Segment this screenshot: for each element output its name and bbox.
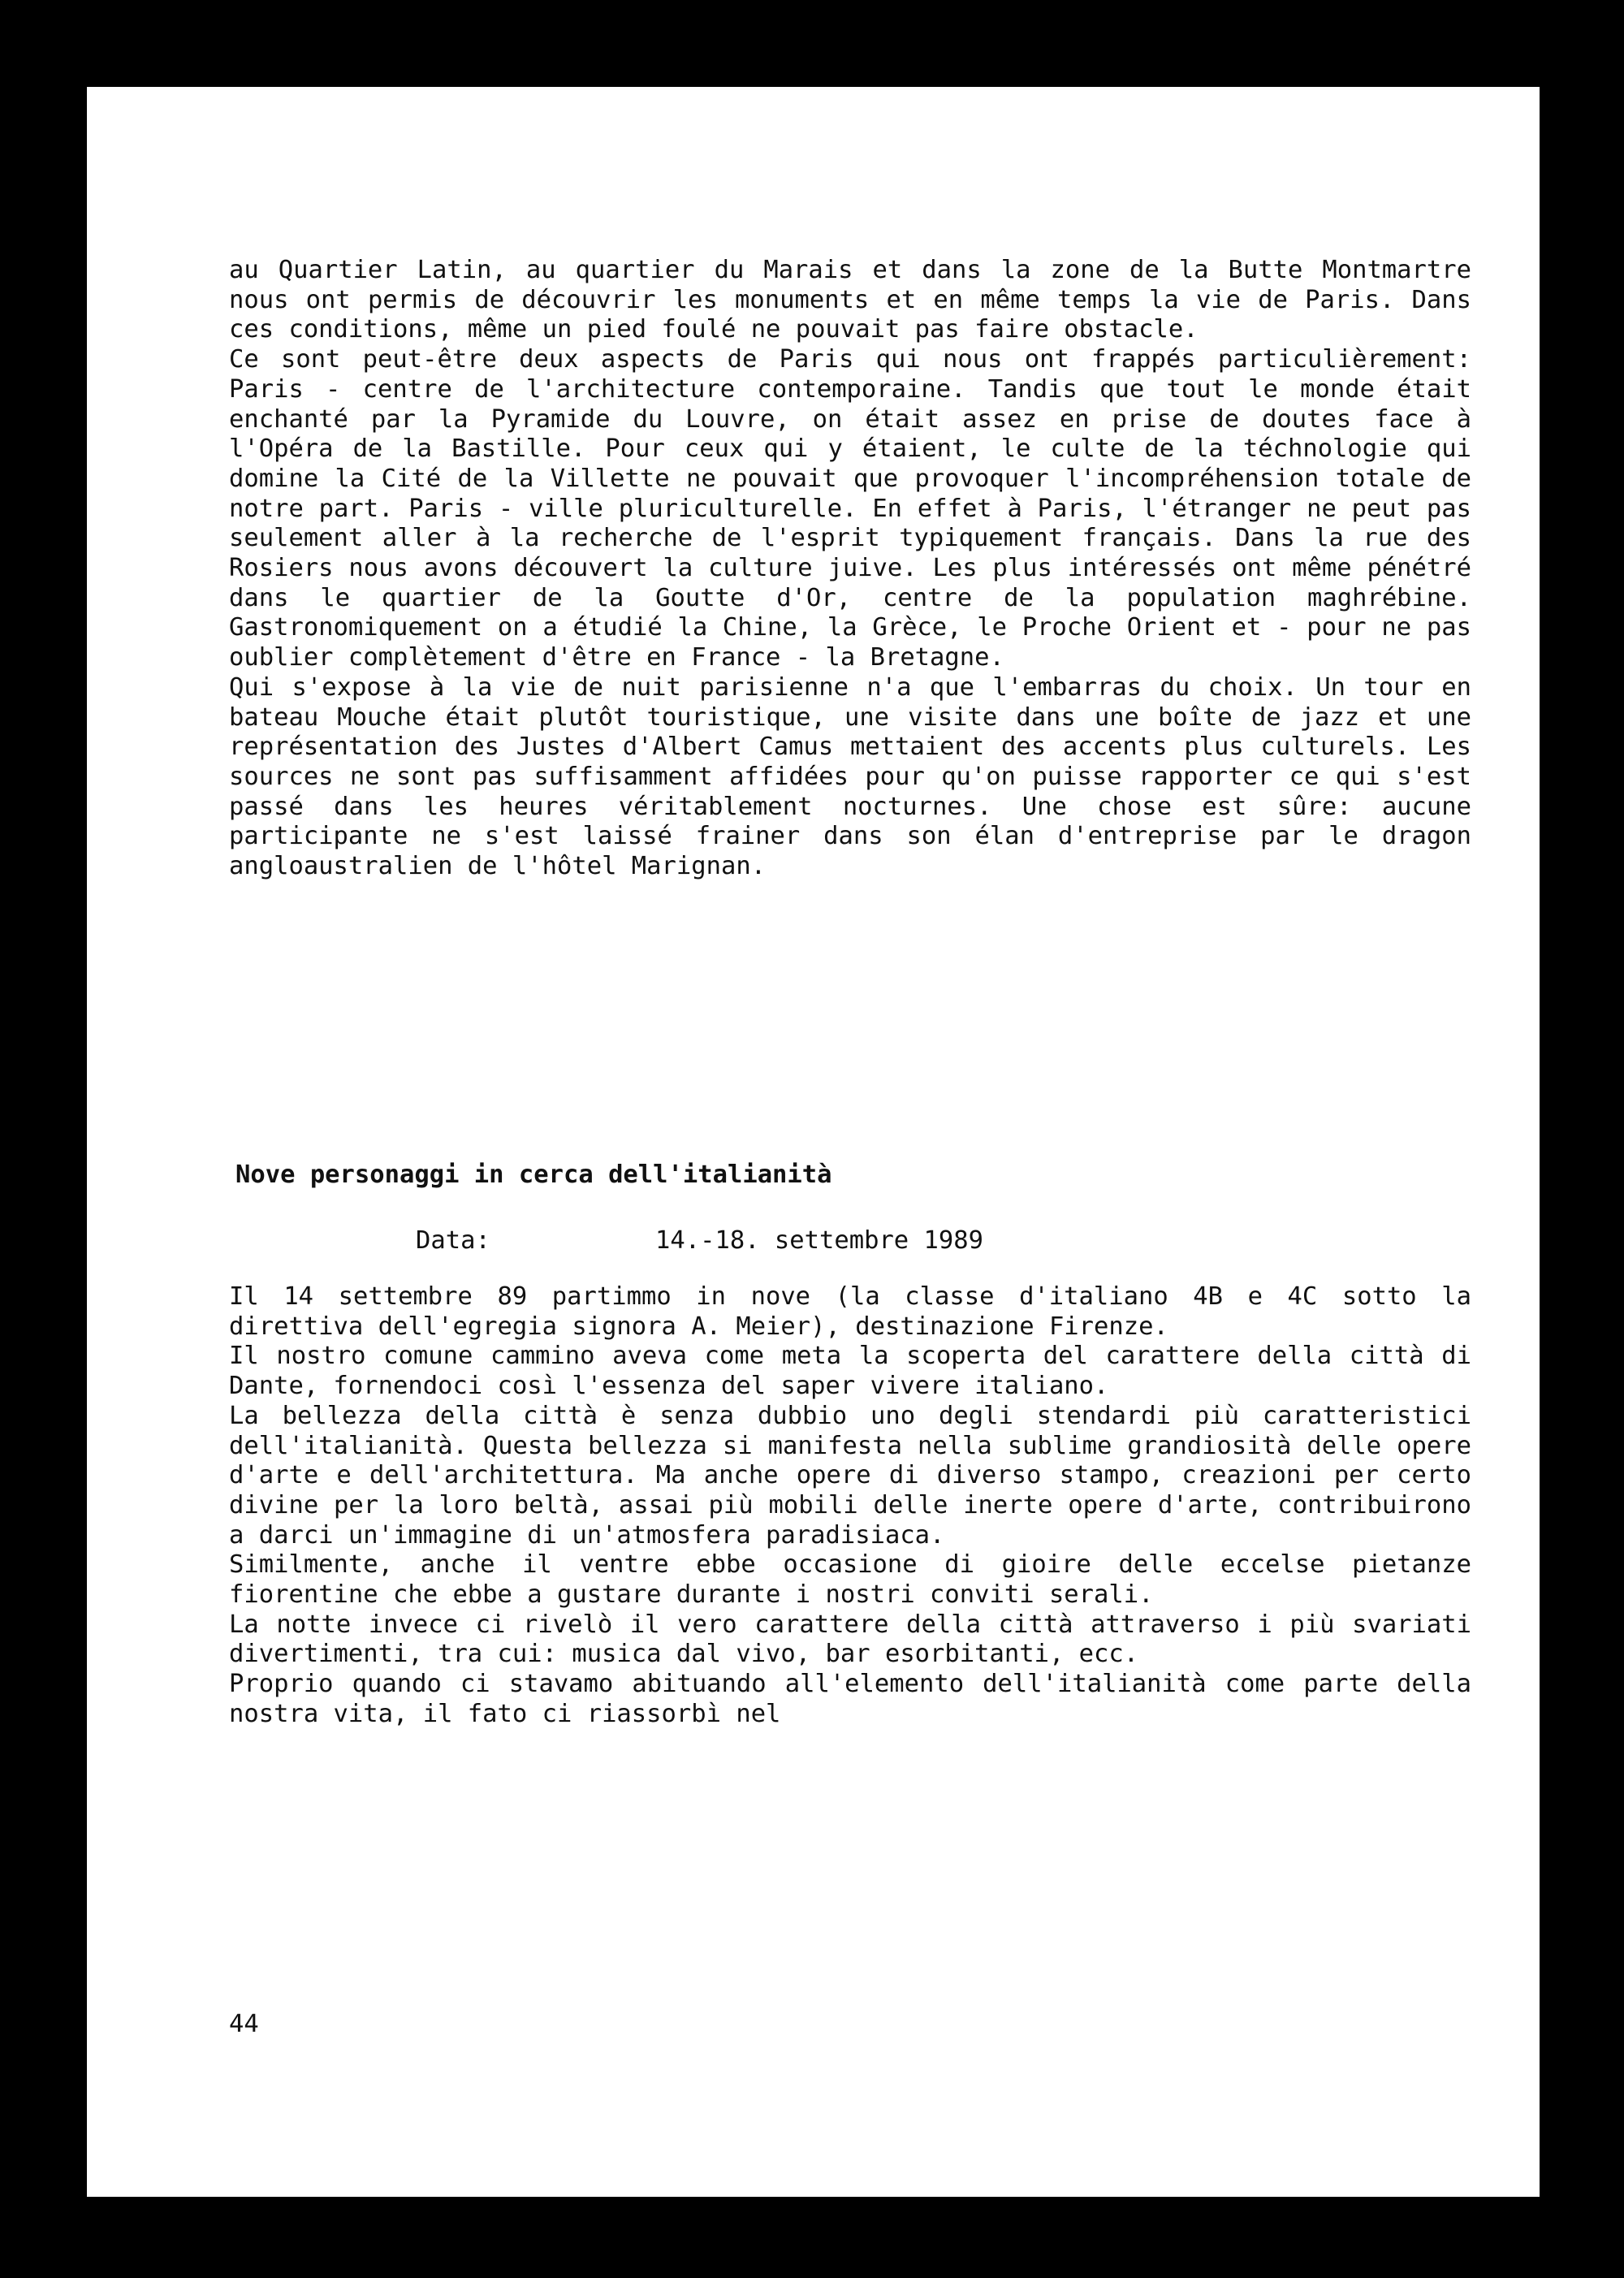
document-page	[87, 87, 1540, 2197]
date-label: Data:	[416, 1226, 490, 1255]
italian-paragraph-3: La bellezza della città è senza dubbio uno degli stendardi più caratteristici dell'italianità. Questa bellezza si manifesta nella sublime grandiosità delle opere d'arte e dell'architettura. Ma anche opere di diverso stampo, creazioni per certo divine per la loro beltà, assai più mobili delle inerte opere d'arte, contribuirono a darci un'immagine di un'atmosfera paradisiaca.	[229, 1401, 1471, 1550]
italian-paragraph-5: La notte invece ci rivelò il vero carattere della città attraverso i più svariati divertimenti, tra cui: musica dal vivo, bar esorbitanti, ecc.	[229, 1610, 1471, 1669]
page-number: 44	[229, 2010, 259, 2038]
italian-paragraph-4: Similmente, anche il ventre ebbe occasione di gioire delle eccelse pietanze fiorentine che ebbe a gustare durante i nostri conviti serali.	[229, 1550, 1471, 1610]
italian-section-heading: Nove personaggi in cerca dell'italianità	[235, 1161, 832, 1189]
french-paragraph-1: au Quartier Latin, au quartier du Marais et dans la zone de la Butte Montmartre nous ont permis de découvrir les monuments et en même temps la vie de Paris. Dans ces conditions, même un pied foulé ne pouvait pas faire obstacle.	[229, 256, 1471, 344]
french-paragraph-3: Qui s'expose à la vie de nuit parisienne n'a que l'embarras du choix. Un tour en bateau Mouche était plutôt touristique, une visite dans une boîte de jazz et une représentation des Justes d'Albert Camus mettaient des accents plus culturels. Les sources ne sont pas suffisamment affidées pour qu'on puisse rapporter ce qui s'est passé dans les heures véritablement nocturnes. Une chose est sûre: aucune participante ne s'est laissé frainer dans son élan d'entreprise par le dragon angloaustralien de l'hôtel Marignan.	[229, 672, 1471, 881]
date-value: 14.-18. settembre 1989	[655, 1226, 983, 1255]
french-section	[229, 256, 1471, 882]
italian-paragraph-1: Il 14 settembre 89 partimmo in nove (la classe d'italiano 4B e 4C sotto la direttiva dell'egregia signora A. Meier), destinazione Firenze.	[229, 1282, 1471, 1341]
italian-section	[229, 1282, 1471, 1730]
italian-paragraph-2: Il nostro comune cammino aveva come meta la scoperta del carattere della città di Dante, fornendoci così l'essenza del saper vivere italiano.	[229, 1342, 1471, 1401]
italian-paragraph-6: Proprio quando ci stavamo abituando all'elemento dell'italianità come parte della nostra vita, il fato ci riassorbì nel	[229, 1670, 1471, 1728]
french-paragraph-2: Ce sont peut-être deux aspects de Paris qui nous ont frappés particulièrement: Paris - centre de l'architecture contemporaine. Tandis que tout le monde était enchanté par la Pyramide du Louvre, on était assez en prise de doutes face à l'Opéra de la Bastille. Pour ceux qui y étaient, le culte de la téchnologie qui domine la Cité de la Villette ne pouvait que provoquer l'incompréhension totale de notre part. Paris - ville pluriculturelle. En effet à Paris, l'étranger ne peut pas seulement aller à la recherche de l'esprit typiquement français. Dans la rue des Rosiers nous avons découvert la culture juive. Les plus intéressés ont même pénétré dans le quartier de la Goutte d'Or, centre de la population maghrébine. Gastronomiquement on a étudié la Chine, la Grèce, le Proche Orient et - pour ne pas oublier complètement d'être en France - la Bretagne.	[229, 345, 1471, 672]
